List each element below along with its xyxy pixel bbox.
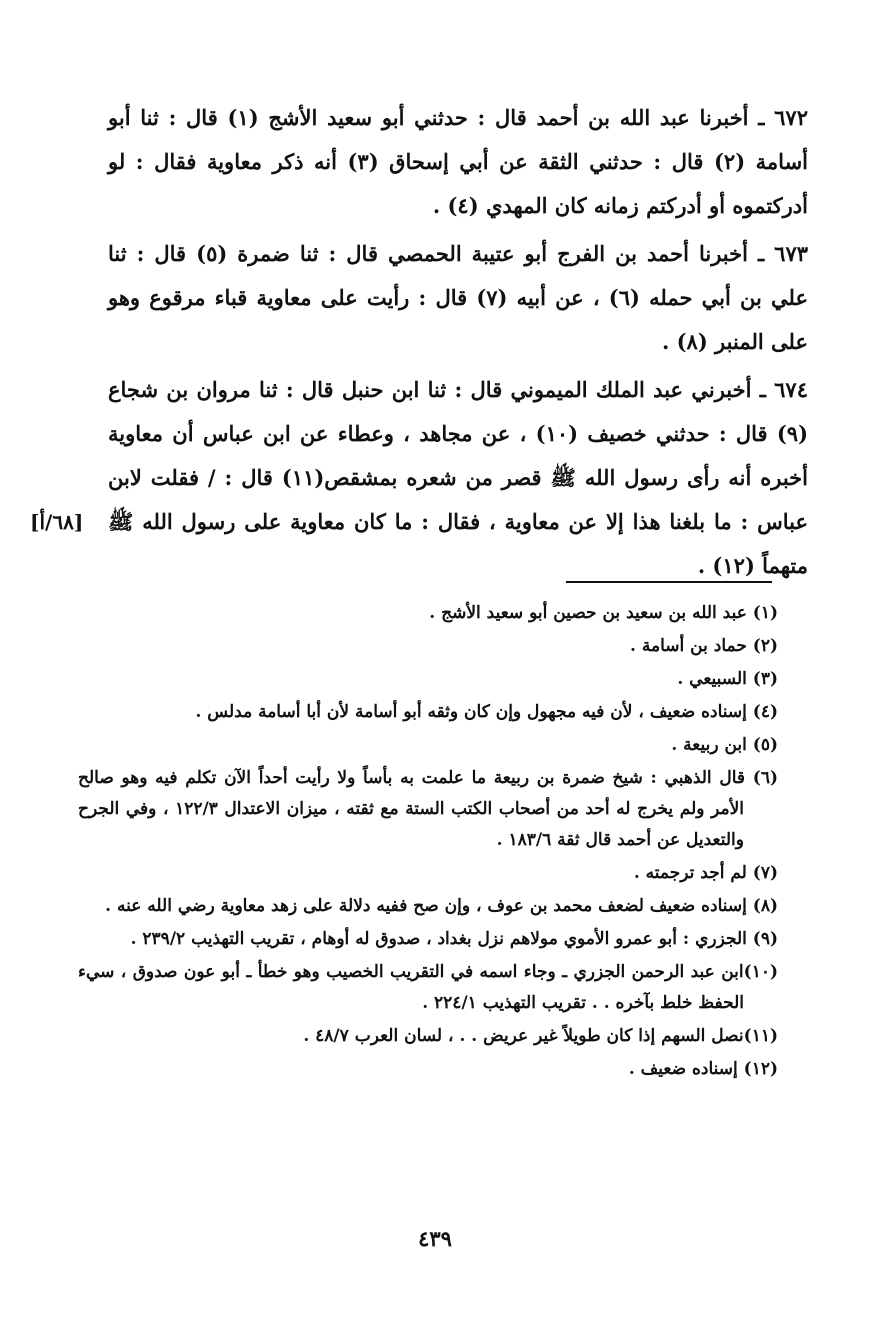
footnote-5: (٥) ابن ربيعة . <box>671 735 778 755</box>
footnote-7: (٧) لم أجد ترجمته . <box>633 863 778 883</box>
footnote-4: (٤) إسناده ضعيف ، لأن فيه مجهول وإن كان وثقه أبو أسامة لأن أبا أسامة مدلس . <box>195 702 778 722</box>
footnote-8: (٨) إسناده ضعيف لضعف محمد بن عوف ، وإن صح ففيه دلالة على زهد معاوية رضي الله عنه . <box>105 896 778 916</box>
footnote-6: (٦) قال الذهبي : شيخ ضمرة بن ربيعة ما علمت به بأساً ولا رأيت أحداً الآن تكلم فيه وهو صالح الأمر ولم يخرج له أحد من أصحاب الكتب الستة مع ثقته ، ميزان الاعتدال ١٢٢/٣ ، وفي الجرح والتعديل عن أحمد قال ثقة ١٨٣/٦ . <box>78 768 778 850</box>
main-text <box>30 96 809 592</box>
footnote-9: (٩) الجزري : أبو عمرو الأموي مولاهم نزل بغداد ، صدوق له أوهام ، تقريب التهذيب ٢٣٩/٢ . <box>130 929 778 949</box>
footnote-10: (١٠)ابن عبد الرحمن الجزري ـ وجاء اسمه في التقريب الخصيب وهو خطأ ـ أبو عون صدوق ، سيء الحفظ خلط بآخره . . تقريب التهذيب ٢٢٤/١ . <box>78 962 778 1013</box>
footnote-separator <box>566 581 772 583</box>
footnote-11: (١١)نصل السهم إذا كان طويلاً غير عريض . . ، لسان العرب ٤٨/٧ . <box>303 1026 778 1046</box>
footnotes <box>78 598 778 1087</box>
footnote-1: (١) عبد الله بن سعيد بن حصين أبو سعيد الأشج . <box>429 603 778 623</box>
manuscript-folio-marker: [٦٨/أ] <box>30 510 84 534</box>
entry-text: ٦٧٢ ـ أخبرنا عبد الله بن أحمد قال : حدثني أبو سعيد الأشج (١) قال : ثنا أبو أسامة (٢) قال : حدثني الثقة عن أبي إسحاق (٣) أنه ذكر معاوية فقال : لو أدركتموه أو أدركتم زمانه كان المهدي (٤) . <box>108 105 809 218</box>
footnote-12: (١٢) إسناده ضعيف . <box>628 1059 778 1079</box>
hadith-entry-672 <box>108 96 808 228</box>
hadith-entry-674 <box>30 368 808 588</box>
page-number: ٤٣٩ <box>418 1226 452 1251</box>
hadith-entry-673 <box>108 232 808 364</box>
entry-text: ٦٧٣ ـ أخبرنا أحمد بن الفرج أبو عتيبة الحمصي قال : ثنا ضمرة (٥) قال : ثنا علي بن أبي حمله (٦) ، عن أبيه (٧) قال : رأيت على معاوية قباء مرقوع وهو على المنبر (٨) . <box>108 241 809 354</box>
entry-text: ٦٧٤ ـ أخبرني عبد الملك الميموني قال : ثنا ابن حنبل قال : ثنا مروان بن شجاع (٩) قال : حدثني خصيف (١٠) ، عن مجاهد ، وعطاء عن ابن عباس أن معاوية أخبره أنه رأى رسول الله ﷺ قصر من شعره بمشقص(١١) قال : / فقلت لابن عباس : ما بلغنا هذا إلا عن معاوية ، فقال : ما كان معاوية على رسول الله ﷺ متهماً (١٢) . <box>108 377 808 578</box>
footnote-2: (٢) حماد بن أسامة . <box>630 636 778 656</box>
footnote-3: (٣) السبيعي . <box>677 669 778 689</box>
